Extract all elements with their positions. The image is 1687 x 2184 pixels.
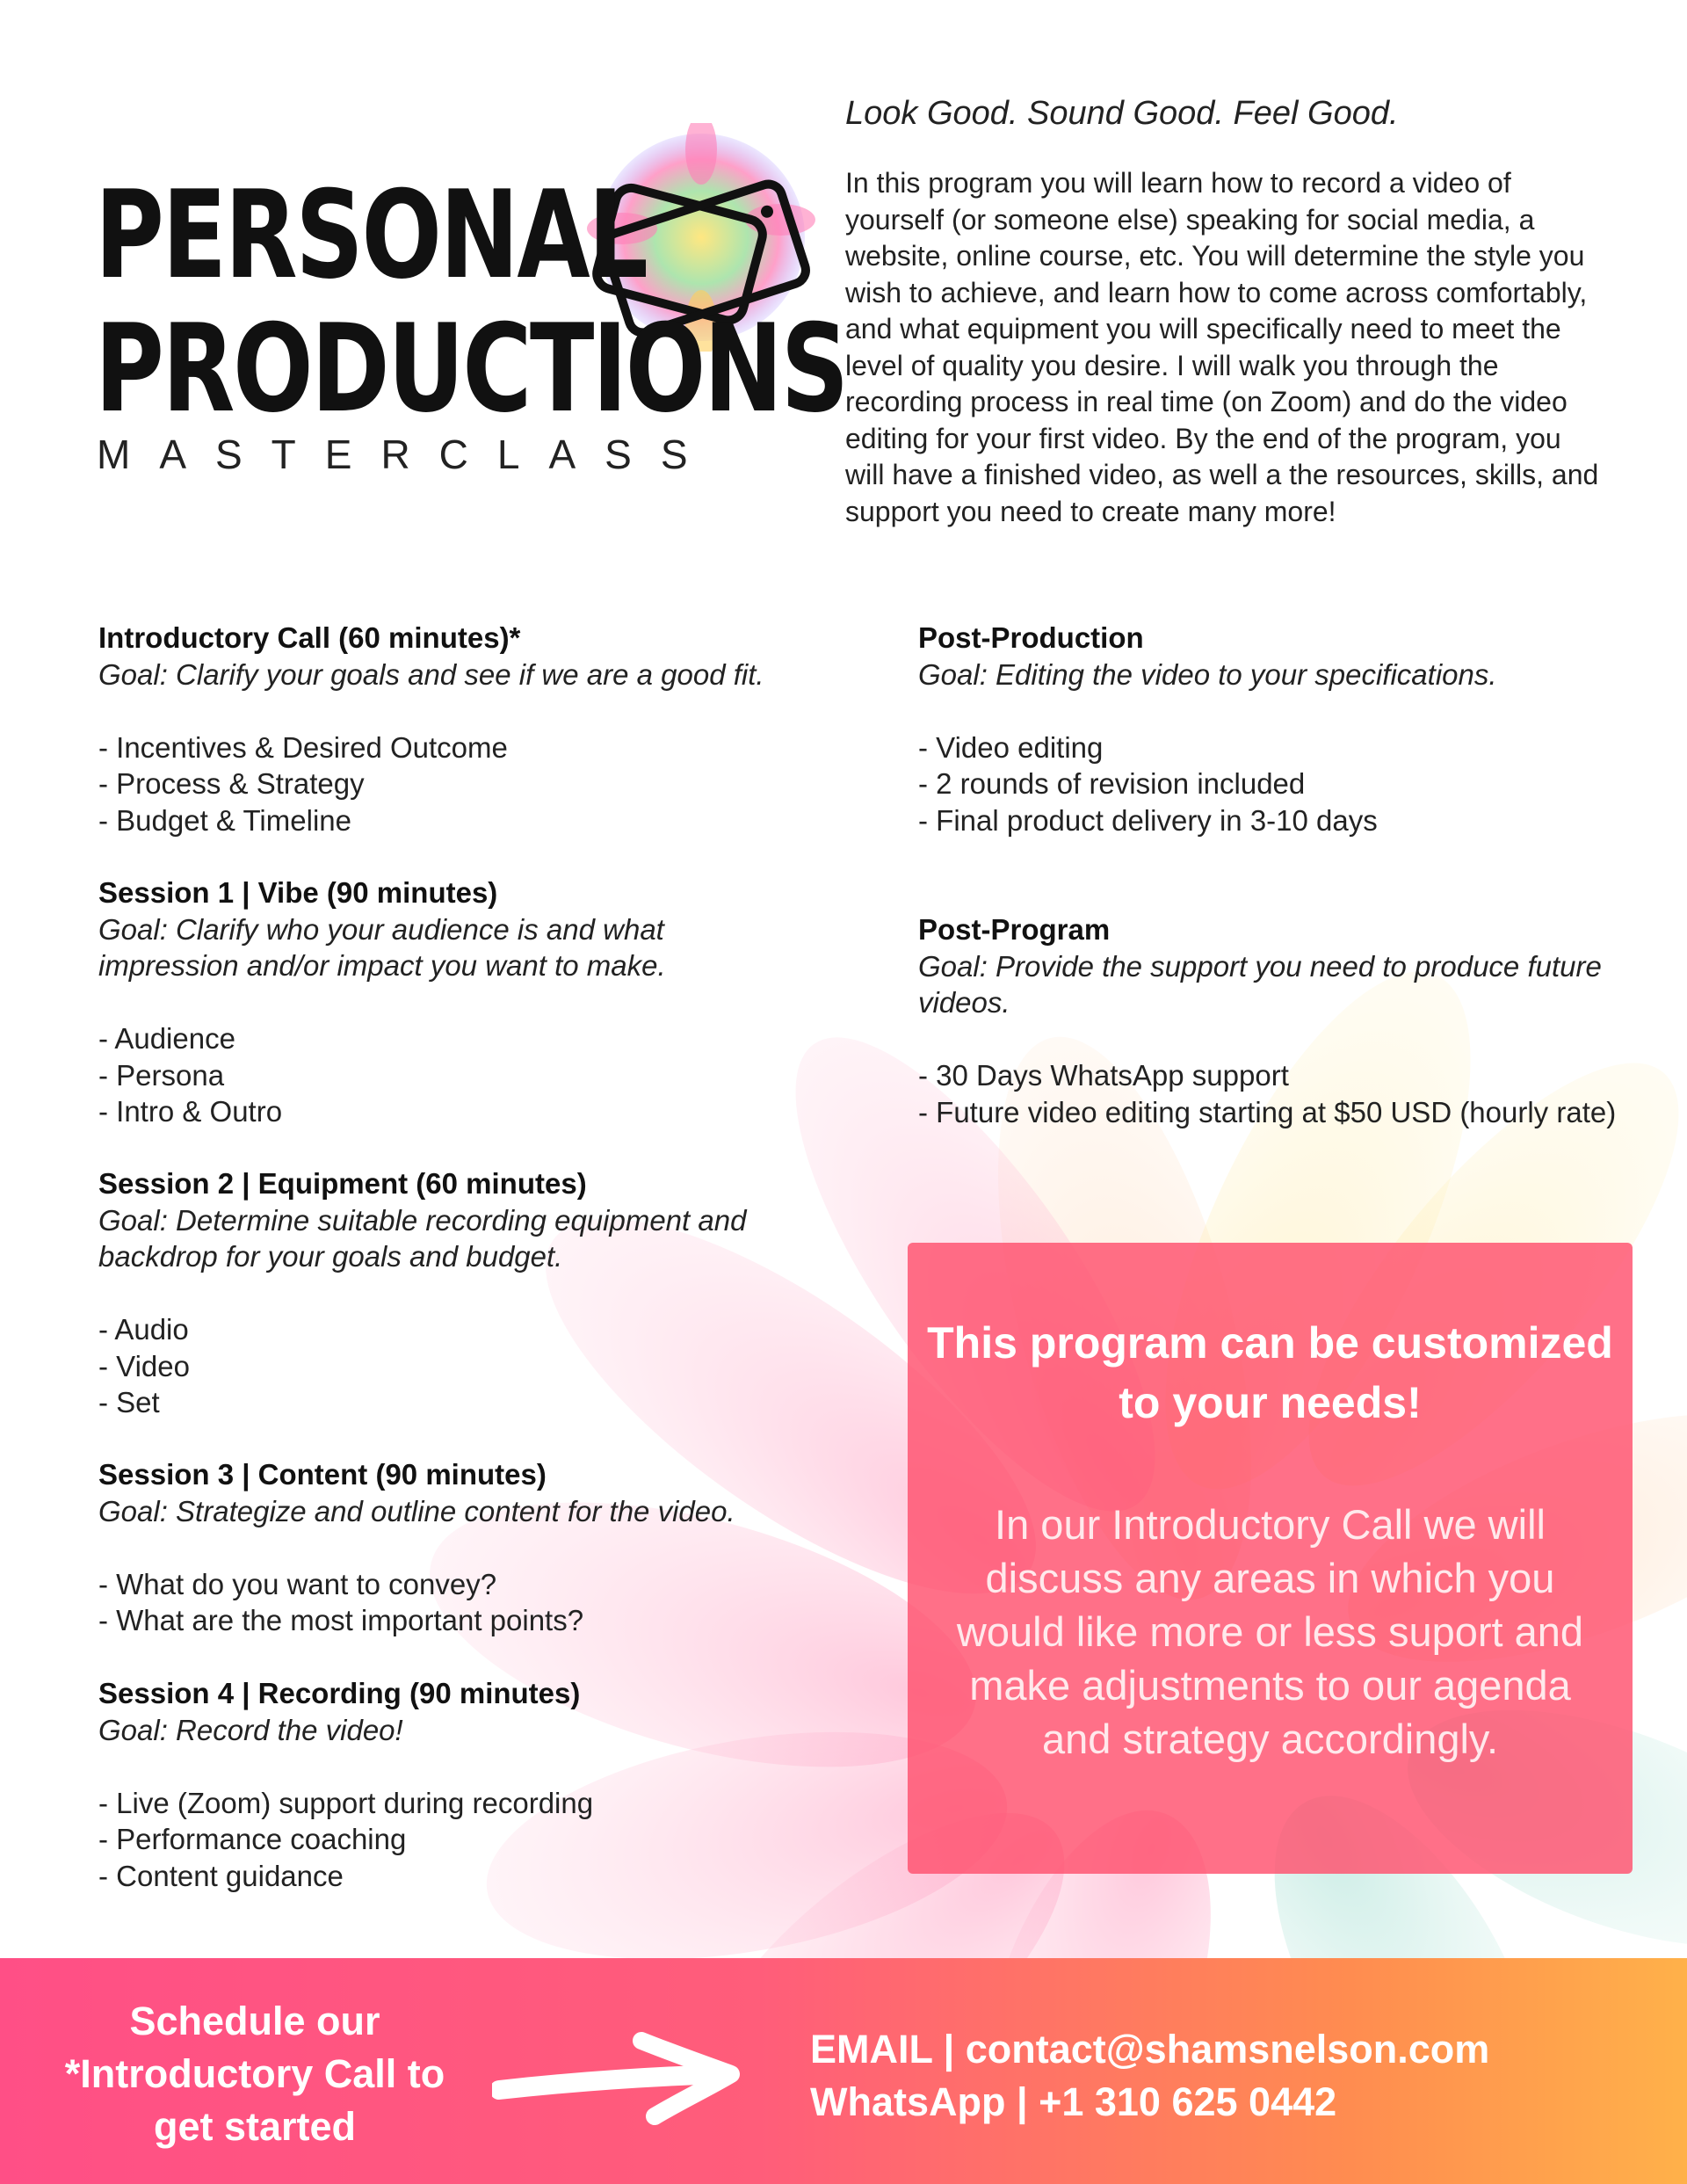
arrow-right-icon — [492, 2028, 747, 2125]
post-production — [918, 620, 1639, 838]
logo-title-line2: PRODUCTIONS — [95, 298, 847, 439]
session-4 — [98, 1675, 872, 1894]
list-item: - Set — [98, 1386, 160, 1419]
list-item: - Process & Strategy — [98, 767, 365, 800]
list-item: - Final product delivery in 3-10 days — [918, 803, 1378, 837]
session-heading: Introductory Call (60 minutes)* — [98, 621, 521, 654]
logo-subtitle: MASTERCLASS — [97, 432, 717, 477]
session-goal: Goal: Clarify your goals and see if we are a good fit. — [98, 657, 764, 691]
callout-title: This program can be customized to your needs! — [927, 1318, 1613, 1427]
list-item: - Intro & Outro — [98, 1095, 283, 1128]
list-item: - Future video editing starting at $50 USD (hourly rate) — [918, 1095, 1617, 1128]
list-item: - Audio — [98, 1313, 189, 1346]
list-item: - Budget & Timeline — [98, 803, 351, 837]
session-1 — [98, 874, 766, 1130]
list-item: - Incentives & Desired Outcome — [98, 730, 508, 764]
list-item: - Performance coaching — [98, 1823, 407, 1855]
list-item: - Video — [98, 1349, 190, 1382]
session-goal: Goal: Record the video! — [98, 1713, 403, 1746]
list-item: - What are the most important points? — [98, 1604, 584, 1636]
session-3 — [98, 1456, 872, 1639]
list-item: - 30 Days WhatsApp support — [918, 1059, 1289, 1092]
whatsapp-link[interactable]: WhatsApp | +1 310 625 0442 — [810, 2079, 1337, 2124]
session-goal: Goal: Clarify who your audience is and what impression and/or impact you want to make. — [98, 912, 666, 982]
session-heading: Session 4 | Recording (90 minutes) — [98, 1677, 581, 1709]
contact-banner — [0, 1958, 1687, 2184]
customize-callout — [908, 1243, 1633, 1874]
session-intro-call — [98, 620, 872, 838]
list-item: - Audience — [98, 1022, 235, 1055]
section-heading: Post-Production — [918, 621, 1144, 654]
cta-text: Schedule our *Introductory Call to get started — [64, 1999, 445, 2149]
tagline: Look Good. Sound Good. Feel Good. — [845, 95, 1399, 132]
callout-body: In our Introductory Call we will discuss any areas in which you would like more or less suport and make adjustments to our agenda and strategy accordingly. — [956, 1501, 1584, 1762]
session-heading: Session 1 | Vibe (90 minutes) — [98, 876, 498, 909]
list-item: - Content guidance — [98, 1859, 344, 1892]
contact-info — [810, 2023, 1489, 2129]
session-heading: Session 2 | Equipment (60 minutes) — [98, 1167, 587, 1200]
session-heading: Session 3 | Content (90 minutes) — [98, 1458, 547, 1491]
session-goal: Goal: Determine suitable recording equipment and backdrop for your goals and budget. — [98, 1203, 747, 1273]
email-link[interactable]: EMAIL | contact@shamsnelson.com — [810, 2027, 1490, 2072]
section-heading: Post-Program — [918, 913, 1111, 946]
section-goal: Goal: Provide the support you need to produce future videos. — [918, 949, 1602, 1019]
post-program — [918, 911, 1621, 1130]
list-item: - Video editing — [918, 730, 1104, 764]
intro-paragraph: In this program you will learn how to record a video of yourself (or someone else) speaking for social media, a website, online course, etc. You will determine the style you wish to achieve, and learn how to come across comfortably, and what equipment you will specifically need to meet the level of quality you desire. I will walk you through the recording process in real time (on Zoom) and do the video editing for your first video. By the end of the program, you will have a finished video, as well a the resources, skills, and support you need to create many more! — [845, 167, 1599, 527]
logo — [95, 123, 847, 492]
section-goal: Goal: Editing the video to your specifications. — [918, 657, 1497, 691]
list-item: - 2 rounds of revision included — [918, 767, 1306, 800]
session-goal: Goal: Strategize and outline content for the video. — [98, 1494, 735, 1527]
logo-title-line1: PERSONAL — [95, 164, 647, 306]
session-2 — [98, 1165, 828, 1421]
list-item: - Persona — [98, 1058, 225, 1092]
list-item: - Live (Zoom) support during recording — [98, 1786, 594, 1819]
list-item: - What do you want to convey? — [98, 1567, 497, 1600]
